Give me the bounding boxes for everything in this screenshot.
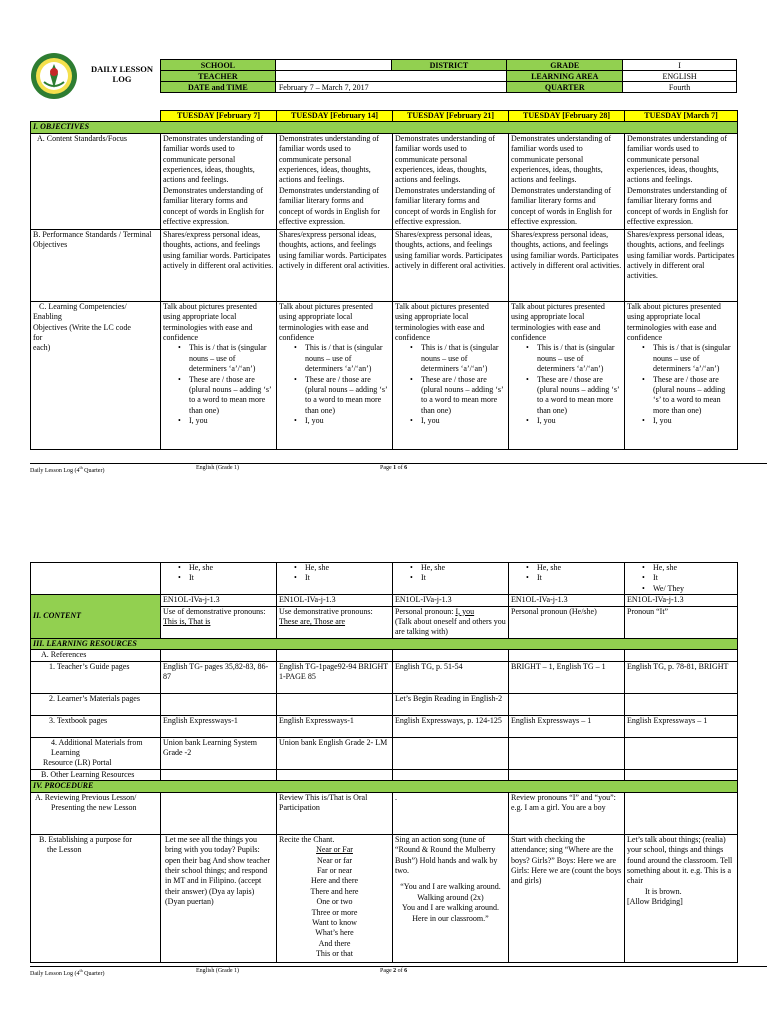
lc-code: EN1OL-IVa-j-1.3 <box>625 595 737 606</box>
reviewing-cell: Review This is/That is Oral Participation <box>277 792 393 834</box>
list-item: • We/ They <box>627 584 735 594</box>
textbook-cell: English Expressways, p. 124-125 <box>393 715 509 737</box>
content-standards-cell: Demonstrates understanding of familiar words used to communicate personal experiences, ideas, thoughts, actions and feelings. Demonstrates understanding of familiar literary forms and concept of words in English for effective expression. <box>277 133 393 229</box>
textbook-cell: English Expressways – 1 <box>625 715 738 737</box>
content-standards-cell: Demonstrates understanding of familiar words used to communicate personal experiences, ideas, thoughts, actions and feelings. Demonstrates understanding of familiar literary forms and concept of words in English for effective expression. <box>161 133 277 229</box>
list-item: • This is / that is (singular nouns – use of determiners ‘a’/‘an’) <box>395 343 506 374</box>
school-label: SCHOOL <box>161 60 276 71</box>
list-item: • These are / those are (plural nouns – adding ‘s’ to a word to mean more than one) <box>395 375 506 417</box>
teachers-guide-cell: English TG, p. 51-54 <box>393 661 509 693</box>
lc-code: EN1OL-IVa-j-1.3 <box>509 595 624 606</box>
document-page-2 <box>0 512 768 1024</box>
procedure-section-heading: IV. PROCEDURE <box>31 781 738 792</box>
learning-competencies-continued <box>161 563 277 595</box>
date-label: DATE and TIME <box>161 82 276 93</box>
day-header: TUESDAY [March 7] <box>625 111 738 122</box>
teachers-guide-cell: English TG, p. 78-81, BRIGHT <box>625 661 738 693</box>
content-cell: EN1OL-IVa-j-1.3 Use of demonstrative pronouns: This is, That is <box>161 595 277 639</box>
date-value: February 7 – March 7, 2017 <box>275 82 507 93</box>
list-item: • I, you <box>163 416 274 426</box>
list-item: • I, you <box>511 416 622 426</box>
teachers-guide-cell: BRIGHT – 1, English TG – 1 <box>509 661 625 693</box>
additional-materials-cell <box>393 737 509 769</box>
establishing-purpose-cell: Sing an action song (tune of “Round & Round the Mulberry Bush”) Hold hands and walk by two. “You and I are walking around. Walking around (2x) You and I are walking around. Here in our classroom.” <box>393 834 509 962</box>
footer-page-number: Page 2 of 6 <box>380 968 408 974</box>
lesson-table-page-1 <box>30 110 738 450</box>
additional-materials-label: 4. Additional Materials from Learning Resource (LR) Portal <box>31 737 161 769</box>
reviewing-cell: . <box>393 792 509 834</box>
references-label: A. References <box>31 650 161 661</box>
list-item: • It <box>627 573 735 583</box>
list-item: • He, she <box>279 563 390 573</box>
content-cell: EN1OL-IVa-j-1.3 Pronoun “It” <box>625 595 738 639</box>
additional-materials-cell <box>625 737 738 769</box>
content-section-heading: II. CONTENT <box>31 595 161 639</box>
content-standards-cell: Demonstrates understanding of familiar words used to communicate personal experiences, ideas, thoughts, actions and feelings. Demonstrates understanding of familiar literary forms and concept of words in English for effective expression. <box>625 133 738 229</box>
learners-materials-cell <box>625 693 738 715</box>
list-item: • These are / those are (plural nouns – adding ‘s’ to a word to mean more than one) <box>511 375 622 417</box>
content-cell: EN1OL-IVa-j-1.3 Personal pronoun: I, you (Talk about oneself and others you are talking with) <box>393 595 509 639</box>
learners-materials-label: 2. Learner’s Materials pages <box>31 693 161 715</box>
additional-materials-cell: Union bank English Grade 2- LM <box>277 737 393 769</box>
reviewing-lesson-label: A. Reviewing Previous Lesson/ Presenting the new Lesson <box>31 792 161 834</box>
list-item: • This is / that is (singular nouns – use of determiners ‘a’/‘an’) <box>279 343 390 374</box>
footer-document-name: Daily Lesson Log (4th Quarter) <box>30 968 105 977</box>
list-item: • It <box>395 573 506 583</box>
textbook-cell: English Expressways-1 <box>161 715 277 737</box>
reviewing-cell: Review pronouns “I” and “you”: e.g. I am a girl. You are a boy <box>509 792 625 834</box>
list-item: • It <box>511 573 622 583</box>
footer-subject: English (Grade 1) <box>196 968 239 974</box>
school-value <box>275 60 391 71</box>
list-item: • This is / that is (singular nouns – use of determiners ‘a’/‘an’) <box>163 343 274 374</box>
performance-standards-cell: Shares/express personal ideas, thoughts, actions, and feelings using familiar words. Participates actively in different oral activities. <box>393 229 509 301</box>
footer-subject: English (Grade 1) <box>196 465 239 471</box>
establishing-purpose-label: B. Establishing a purpose for the Lesson <box>31 834 161 962</box>
grade-value: I <box>623 60 737 71</box>
learning-competencies-cell: Talk about pictures presented using appropriate local terminologies with ease and confidence • This is / that is (singular nouns – use of determiners ‘a’/‘an’) • These are / those are (plural nouns – adding ‘s’ to a word to mean more than one) • I, you <box>277 301 393 449</box>
learning-competencies-continued <box>393 563 509 595</box>
footer-divider <box>30 966 767 967</box>
day-header: TUESDAY [February 7] <box>161 111 277 122</box>
list-item: • He, she <box>627 563 735 573</box>
learning-competencies-cell: Talk about pictures presented using appropriate local terminologies with ease and confidence • This is / that is (singular nouns – use of determiners ‘a’/‘an’) • These are / those are (plural nouns – adding ‘s’ to a word to mean more than one) • I, you <box>509 301 625 449</box>
list-item: • He, she <box>395 563 506 573</box>
reviewing-cell <box>161 792 277 834</box>
learning-resources-section-heading: III. LEARNING RESOURCES <box>31 638 738 649</box>
list-item: • These are / those are (plural nouns – adding ‘s’ to a word to mean more than one) <box>279 375 390 417</box>
teachers-guide-label: 1. Teacher’s Guide pages <box>31 661 161 693</box>
performance-standards-cell: Shares/express personal ideas, thoughts, actions, and feelings using familiar words. Participates actively in different oral activities. <box>277 229 393 301</box>
establishing-purpose-cell: Let me see all the things you bring with you today? Pupils: open their bag And show teacher their school things; and respond in MT and in Filipino. (accept their answer) (Dya ay lapis) (Dyan puertan) <box>161 834 277 962</box>
learners-materials-cell <box>277 693 393 715</box>
content-cell: EN1OL-IVa-j-1.3 Use demonstrative pronouns: These are, Those are <box>277 595 393 639</box>
performance-standards-cell: Shares/express personal ideas, thoughts, actions, and feelings using familiar words. Participates actively in different oral activities. <box>625 229 738 301</box>
learning-competencies-cell: Talk about pictures presented using appropriate local terminologies with ease and confidence • This is / that is (singular nouns – use of determiners ‘a’/‘an’) • These are / those are (plural nouns – adding ‘s’ to a word to mean more than one) • I, you <box>625 301 738 449</box>
learning-competencies-continued <box>277 563 393 595</box>
other-resources-label: B. Other Learning Resources <box>31 769 161 780</box>
lc-code: EN1OL-IVa-j-1.3 <box>161 595 276 606</box>
list-item: • This is / that is (singular nouns – use of determiners ‘a’/‘an’) <box>511 343 622 374</box>
list-item: • These are / those are (plural nouns – adding ‘s’ to a word to mean more than one) <box>627 375 735 417</box>
establishing-purpose-cell: Recite the Chant. Near or Far Near or far Far or near Here and there There and here One or two Three or more Want to know What’s here And there This or that <box>277 834 393 962</box>
list-item: • He, she <box>163 563 274 573</box>
day-header: TUESDAY [February 21] <box>393 111 509 122</box>
learners-materials-cell <box>509 693 625 715</box>
textbook-cell: English Expressways – 1 <box>509 715 625 737</box>
learning-competencies-continued <box>625 563 738 595</box>
document-title: DAILY LESSON LOG <box>91 64 153 85</box>
list-item: • This is / that is (singular nouns – use of determiners ‘a’/‘an’) <box>627 343 735 374</box>
performance-standards-label: B. Performance Standards / Terminal Objectives <box>31 229 161 301</box>
content-cell: EN1OL-IVa-j-1.3 Personal pronoun (He/she) <box>509 595 625 639</box>
additional-materials-cell <box>509 737 625 769</box>
content-standards-cell: Demonstrates understanding of familiar words used to communicate personal experiences, ideas, thoughts, actions and feelings. Demonstrates understanding of familiar literary forms and concept of words in English for effective expression. <box>509 133 625 229</box>
textbook-cell: English Expressways-1 <box>277 715 393 737</box>
learning-competencies-label: C. Learning Competencies/ Enabling Objectives (Write the LC code for each) <box>31 301 161 449</box>
learners-materials-cell: Let’s Begin Reading in English-2 <box>393 693 509 715</box>
content-standards-cell: Demonstrates understanding of familiar words used to communicate personal experiences, ideas, thoughts, actions and feelings. Demonstrates understanding of familiar literary forms and concept of words in English for effective expression. <box>393 133 509 229</box>
footer-document-name: Daily Lesson Log (4th Quarter) <box>30 465 105 474</box>
district-label: DISTRICT <box>391 60 507 71</box>
list-item: • It <box>163 573 274 583</box>
lc-code: EN1OL-IVa-j-1.3 <box>277 595 392 606</box>
list-item: • These are / those are (plural nouns – adding ‘s’ to a word to mean more than one) <box>163 375 274 417</box>
performance-standards-cell: Shares/express personal ideas, thoughts, actions, and feelings using familiar words. Participates actively in different oral activities. <box>161 229 277 301</box>
teacher-label: TEACHER <box>161 71 276 82</box>
list-item: • I, you <box>627 416 735 426</box>
performance-standards-cell: Shares/express personal ideas, thoughts, actions, and feelings using familiar words. Participates actively in different oral activities. <box>509 229 625 301</box>
learning-competencies-continued <box>509 563 625 595</box>
day-header: TUESDAY [February 28] <box>509 111 625 122</box>
establishing-purpose-cell: Start with checking the attendance; sing “Where are the boys? Girls?” Boys: Here we are Girls: Here we are (count the boys and girls) <box>509 834 625 962</box>
lesson-table-page-2 <box>30 562 738 963</box>
textbook-label: 3. Textbook pages <box>31 715 161 737</box>
quarter-label: QUARTER <box>507 82 623 93</box>
learning-area-label: LEARNING AREA <box>507 71 623 82</box>
lc-code: EN1OL-IVa-j-1.3 <box>393 595 508 606</box>
list-item: • It <box>279 573 390 583</box>
list-item: • I, you <box>279 416 390 426</box>
learners-materials-cell <box>161 693 277 715</box>
reviewing-cell <box>625 792 738 834</box>
teachers-guide-cell: English TG- pages 35,82-83, 86-87 <box>161 661 277 693</box>
footer-divider <box>30 463 767 464</box>
learning-competencies-cell: Talk about pictures presented using appropriate local terminologies with ease and confidence • This is / that is (singular nouns – use of determiners ‘a’/‘an’) • These are / those are (plural nouns – adding ‘s’ to a word to mean more than one) • I, you <box>161 301 277 449</box>
day-header: TUESDAY [February 14] <box>277 111 393 122</box>
list-item: • I, you <box>395 416 506 426</box>
teacher-value <box>275 71 507 82</box>
grade-label: GRADE <box>507 60 623 71</box>
content-standards-label: A. Content Standards/Focus <box>31 133 161 229</box>
footer-page-number: Page 1 of 6 <box>380 465 408 471</box>
quarter-value: Fourth <box>623 82 737 93</box>
header-info-table <box>160 59 737 93</box>
establishing-purpose-cell: Let’s talk about things; (realia) your school, things and things found around the classroom. Tell something about it. e.g. This is a chair It is brown. [Allow Bridging] <box>625 834 738 962</box>
teachers-guide-cell: English TG-1page92-94 BRIGHT 1-PAGE 85 <box>277 661 393 693</box>
objectives-section-heading: I. OBJECTIVES <box>31 122 738 133</box>
additional-materials-cell: Union bank Learning System Grade -2 <box>161 737 277 769</box>
list-item: • He, she <box>511 563 622 573</box>
deped-seal-logo <box>30 52 78 100</box>
learning-competencies-cell: Talk about pictures presented using appropriate local terminologies with ease and confidence • This is / that is (singular nouns – use of determiners ‘a’/‘an’) • These are / those are (plural nouns – adding ‘s’ to a word to mean more than one) • I, you <box>393 301 509 449</box>
learning-area-value: ENGLISH <box>623 71 737 82</box>
